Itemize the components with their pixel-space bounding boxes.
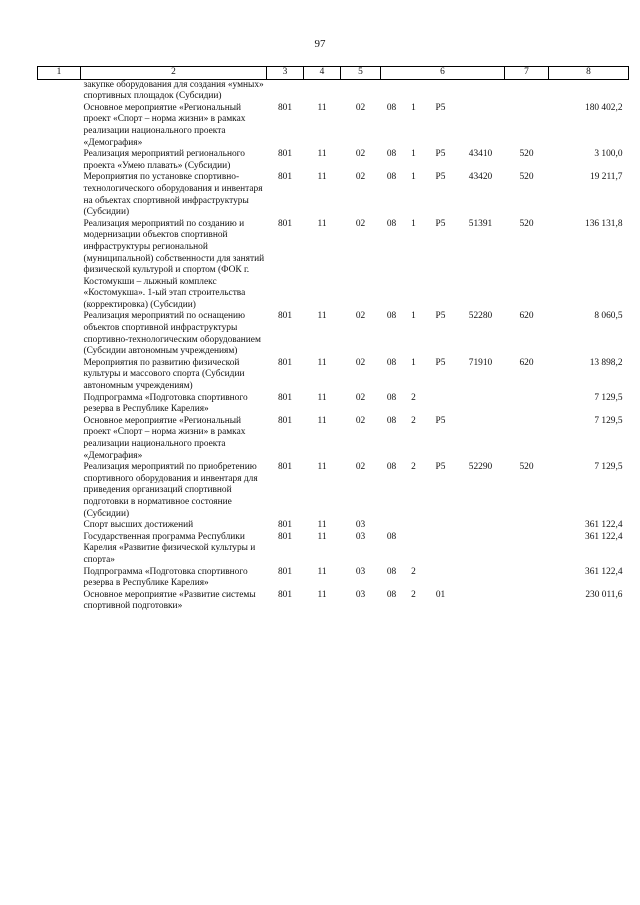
cell-program-code: 08 [386, 218, 397, 229]
cell-item-name: закупке оборудования для создания «умных» спортивных площадок (Субсидии) [83, 79, 264, 102]
table-row [38, 416, 629, 462]
table-row [38, 219, 629, 312]
cell-item-name: Государственная программа Республики Карелия «Развитие физической культуры и спорта» [83, 531, 256, 565]
cell-amount: 7 129,5 [594, 462, 623, 473]
cell-expense-type-code [505, 520, 549, 532]
cell-ministry-code: 801 [277, 102, 293, 113]
cell-empty [38, 590, 81, 613]
cell-program-code: 08 [386, 531, 397, 542]
cell-direction-code: 71910 [468, 357, 493, 368]
cell-program-code: 08 [386, 357, 397, 368]
cell-amount: 7 129,5 [594, 415, 623, 426]
cell-subprogram-code: 1 [411, 149, 416, 160]
cell-amount [549, 79, 629, 103]
cell-ministry-code: 801 [277, 357, 293, 368]
cell-measure-code [425, 567, 457, 590]
cell-direction-code: 52290 [468, 462, 493, 473]
cell-program-code [381, 79, 403, 103]
table-row [38, 172, 629, 218]
cell-amount: 180 402,2 [585, 102, 623, 113]
cell-empty [38, 462, 81, 520]
cell-item-name: Реализация мероприятий по оснащению объектов спортивной инфраструктуры спортивно-технологическим оборудованием (Субсидии автономным учреждениям) [83, 311, 261, 357]
table-row [38, 103, 629, 149]
cell-subsection-code: 03 [355, 589, 366, 600]
cell-subsection-code: 03 [355, 520, 366, 531]
cell-subsection-code: 02 [355, 462, 366, 473]
column-header-6: 6 [381, 67, 505, 80]
cell-section-code: 11 [317, 415, 327, 426]
cell-subsection-code: 03 [355, 531, 366, 542]
table-row [38, 358, 629, 393]
cell-ministry-code [267, 79, 304, 103]
table-row [38, 79, 629, 103]
cell-subprogram-code: 2 [411, 566, 416, 577]
column-header-8: 8 [549, 67, 629, 80]
cell-expense-type-code [505, 79, 549, 103]
cell-empty [38, 567, 81, 590]
cell-ministry-code: 801 [277, 531, 293, 542]
cell-empty [38, 393, 81, 416]
cell-program-code: 08 [386, 589, 397, 600]
cell-amount: 361 122,4 [585, 531, 623, 542]
cell-empty [38, 358, 81, 393]
cell-section-code [304, 79, 341, 103]
table-row [38, 532, 629, 567]
cell-measure-code: P5 [435, 218, 446, 229]
cell-section-code: 11 [317, 520, 327, 531]
cell-subprogram-code: 1 [411, 357, 416, 368]
cell-ministry-code: 801 [277, 311, 293, 322]
cell-item-name: Реализация мероприятий по приобретению спортивного оборудования и инвентаря для приведения организаций спортивной подготовки в нормативное состояние (Субсидии) [83, 462, 258, 519]
cell-direction-code [457, 532, 505, 567]
cell-subsection-code: 02 [355, 392, 366, 403]
cell-item-name: Спорт высших достижений [83, 520, 194, 531]
cell-section-code: 11 [317, 531, 327, 542]
cell-empty [38, 520, 81, 532]
column-header-4: 4 [304, 67, 341, 80]
cell-section-code: 11 [317, 566, 327, 577]
cell-expense-type-code: 520 [519, 218, 534, 229]
cell-empty [38, 149, 81, 172]
cell-amount: 8 060,5 [594, 311, 623, 322]
cell-subprogram-code: 2 [411, 589, 416, 600]
cell-section-code: 11 [317, 589, 327, 600]
table-row [38, 567, 629, 590]
cell-direction-code [457, 520, 505, 532]
cell-subprogram-code: 1 [411, 172, 416, 183]
cell-subsection-code: 02 [355, 102, 366, 113]
cell-amount: 19 211,7 [590, 172, 623, 183]
cell-amount: 361 122,4 [585, 520, 623, 531]
cell-ministry-code: 801 [277, 520, 293, 531]
cell-section-code: 11 [317, 172, 327, 183]
cell-amount: 13 898,2 [589, 357, 623, 368]
table-row [38, 393, 629, 416]
cell-item-name: Реализация мероприятий по созданию и модернизации объектов спортивной инфраструктуры региональной (муниципальной) собственности для занятий физической культурой и спортом (ФОК г. Костомукши – лыжный комплекс «Костомукша». 1-ый этап строительства (корректировка) (Субсидии) [83, 218, 265, 310]
cell-expense-type-code: 620 [519, 357, 534, 368]
cell-item-name: Основное мероприятие «Развитие системы спортивной подготовки» [83, 589, 256, 612]
cell-empty [38, 172, 81, 218]
cell-measure-code: P5 [435, 102, 446, 113]
cell-subsection-code: 03 [355, 566, 366, 577]
column-header-5: 5 [341, 67, 381, 80]
table-row [38, 311, 629, 357]
table-row [38, 590, 629, 613]
cell-ministry-code: 801 [277, 149, 293, 160]
cell-program-code: 08 [386, 311, 397, 322]
column-header-7: 7 [505, 67, 549, 80]
cell-program-code: 08 [386, 462, 397, 473]
cell-item-name: Основное мероприятие «Региональный проект «Спорт – норма жизни» в рамках реализации национального проекта «Демография» [83, 415, 246, 461]
cell-section-code: 11 [317, 357, 327, 368]
cell-subprogram-code: 2 [411, 462, 416, 473]
cell-direction-code [457, 590, 505, 613]
cell-item-name: Основное мероприятие «Региональный проект «Спорт – норма жизни» в рамках реализации национального проекта «Демография» [83, 102, 246, 148]
cell-empty [38, 416, 81, 462]
cell-expense-type-code: 520 [519, 149, 534, 160]
cell-program-code: 08 [386, 149, 397, 160]
cell-measure-code: P5 [435, 172, 446, 183]
column-header-1: 1 [38, 67, 81, 80]
cell-measure-code: P5 [435, 415, 446, 426]
cell-amount: 361 122,4 [585, 566, 623, 577]
cell-amount: 230 011,6 [585, 589, 623, 600]
cell-item-name: Мероприятия по установке спортивно-технологического оборудования и инвентаря на объектах спортивной инфраструктуры (Субсидии) [83, 172, 263, 218]
cell-direction-code: 43420 [468, 172, 493, 183]
cell-section-code: 11 [317, 218, 327, 229]
cell-direction-code [457, 567, 505, 590]
cell-program-code [381, 520, 403, 532]
cell-empty [38, 311, 81, 357]
cell-subprogram-code: 2 [411, 392, 416, 403]
column-header-3: 3 [267, 67, 304, 80]
cell-measure-code [425, 532, 457, 567]
cell-item-name: Мероприятия по развитию физической культуры и массового спорта (Субсидии автономным учреждениям) [83, 357, 245, 392]
cell-measure-code: 01 [435, 589, 446, 600]
cell-subsection-code: 02 [355, 357, 366, 368]
cell-ministry-code: 801 [277, 589, 293, 600]
cell-program-code: 08 [386, 566, 397, 577]
cell-section-code: 11 [317, 102, 327, 113]
header-row [38, 67, 629, 80]
cell-item-name: Подпрограмма «Подготовка спортивного резерва в Республике Карелия» [83, 566, 248, 589]
cell-measure-code: P5 [435, 462, 446, 473]
table-row [38, 149, 629, 172]
cell-subsection-code: 02 [355, 218, 366, 229]
cell-expense-type-code [505, 590, 549, 613]
cell-expense-type-code: 520 [519, 172, 534, 183]
cell-amount: 3 100,0 [594, 149, 623, 160]
cell-ministry-code: 801 [277, 566, 293, 577]
cell-direction-code [457, 103, 505, 149]
cell-expense-type-code [505, 567, 549, 590]
cell-section-code: 11 [317, 462, 327, 473]
cell-subsection-code: 02 [355, 311, 366, 322]
cell-subprogram-code: 1 [411, 218, 416, 229]
cell-expense-type-code [505, 532, 549, 567]
cell-subsection-code [341, 79, 381, 103]
cell-measure-code: P5 [435, 357, 446, 368]
cell-ministry-code: 801 [277, 218, 293, 229]
cell-direction-code: 43410 [468, 149, 493, 160]
cell-amount: 136 131,8 [585, 218, 623, 229]
cell-expense-type-code: 620 [519, 311, 534, 322]
cell-section-code: 11 [317, 149, 327, 160]
cell-expense-type-code [505, 393, 549, 416]
cell-subprogram-code [403, 532, 425, 567]
cell-subprogram-code: 1 [411, 102, 416, 113]
cell-direction-code [457, 393, 505, 416]
cell-subsection-code: 02 [355, 172, 366, 183]
table-row [38, 462, 629, 520]
cell-empty [38, 79, 81, 103]
cell-empty [38, 219, 81, 312]
budget-table [37, 66, 629, 613]
cell-item-name: Подпрограмма «Подготовка спортивного резерва в Республике Карелия» [83, 392, 248, 415]
cell-ministry-code: 801 [277, 392, 293, 403]
cell-direction-code [457, 79, 505, 103]
cell-direction-code: 52280 [468, 311, 493, 322]
cell-ministry-code: 801 [277, 172, 293, 183]
cell-subprogram-code: 2 [411, 415, 416, 426]
cell-program-code: 08 [386, 392, 397, 403]
cell-program-code: 08 [386, 102, 397, 113]
cell-subprogram-code [403, 79, 425, 103]
cell-ministry-code: 801 [277, 462, 293, 473]
cell-expense-type-code [505, 416, 549, 462]
cell-direction-code [457, 416, 505, 462]
cell-measure-code: P5 [435, 149, 446, 160]
cell-section-code: 11 [317, 311, 327, 322]
cell-measure-code [425, 393, 457, 416]
table-row [38, 520, 629, 532]
cell-subprogram-code [403, 520, 425, 532]
cell-item-name: Реализация мероприятий регионального проекта «Умею плавать» (Субсидии) [83, 149, 245, 171]
cell-section-code: 11 [317, 392, 327, 403]
cell-subsection-code: 02 [355, 415, 366, 426]
page-number: 97 [314, 38, 326, 50]
table-body [38, 79, 629, 613]
cell-subprogram-code: 1 [411, 311, 416, 322]
cell-empty [38, 103, 81, 149]
cell-subsection-code: 02 [355, 149, 366, 160]
cell-measure-code: P5 [435, 311, 446, 322]
cell-program-code: 08 [386, 415, 397, 426]
cell-ministry-code: 801 [277, 415, 293, 426]
cell-program-code: 08 [386, 172, 397, 183]
cell-expense-type-code [505, 103, 549, 149]
cell-amount: 7 129,5 [594, 392, 623, 403]
cell-expense-type-code: 520 [519, 462, 534, 473]
cell-measure-code [425, 520, 457, 532]
cell-empty [38, 532, 81, 567]
column-header-2: 2 [81, 67, 267, 80]
cell-direction-code: 51391 [468, 218, 493, 229]
cell-measure-code [425, 79, 457, 103]
